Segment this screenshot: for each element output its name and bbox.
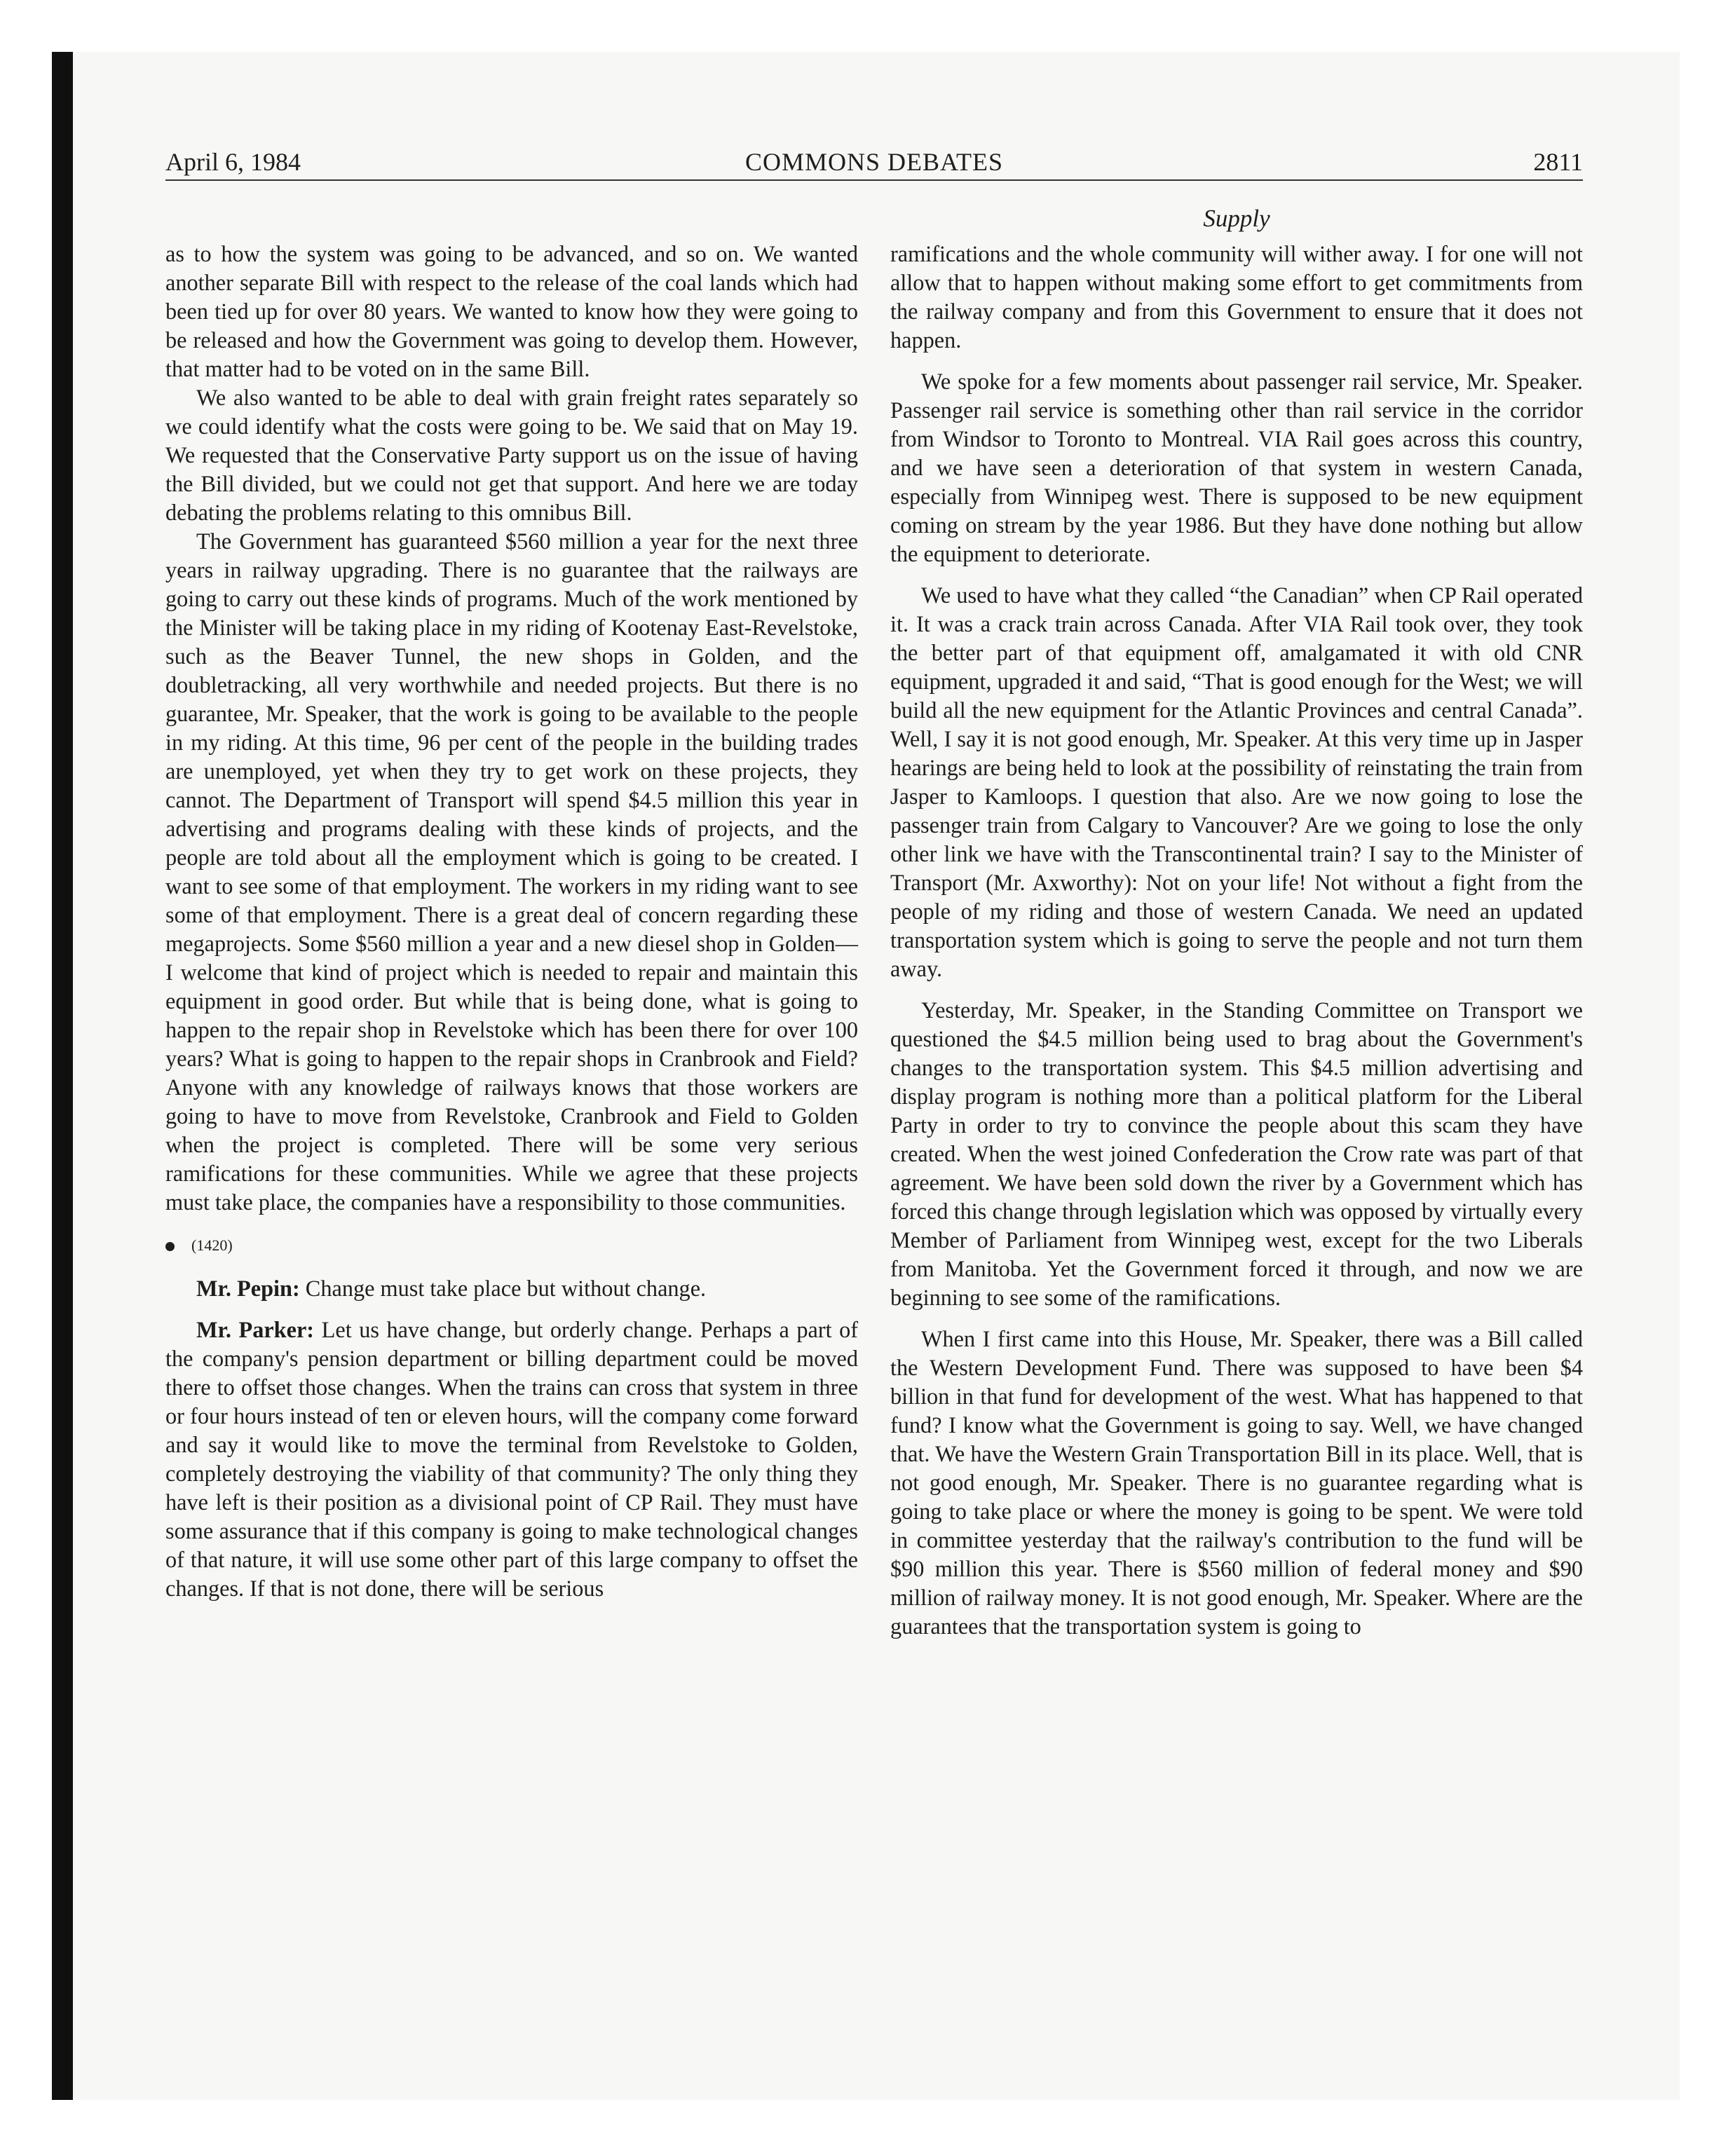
right-column bbox=[890, 240, 1583, 1641]
paragraph: We spoke for a few moments about passenger rail service, Mr. Speaker. Passenger rail service is something other than rail service in the corridor from Windsor to Toronto to Montreal. VIA Rail goes across this country, and we have seen a deterioration of that system in western Canada, especially from Winnipeg west. There is supposed to be new equipment coming on stream by the year 1986. But they have done nothing but allow the equipment to deteriorate. bbox=[890, 369, 1583, 566]
paragraph: ramifications and the whole community will wither away. I for one will not allow that to happen without making some effort to get commitments from the railway company and from this Government to ensure that it does not happen. bbox=[890, 241, 1583, 353]
header-rule bbox=[165, 179, 1583, 181]
paragraph: Yesterday, Mr. Speaker, in the Standing Committee on Transport we questioned the $4.5 million being used to brag about the Government's changes to the transportation system. This $4.5 million advertising and display program is nothing more than a political platform for the Liberal Party in order to try to convince the people about this scam they have created. When the west joined Confederation the Crow rate was part of that agreement. We have been sold down the river by a Government which has forced this change through legislation which was opposed by virtually every Member of Parliament from Winnipeg west, except for the two Liberals from Manitoba. Yet the Government forced it through, and now we are beginning to see some of the ramifications. bbox=[890, 997, 1583, 1310]
header-date: April 6, 1984 bbox=[165, 148, 301, 176]
paragraph: When I first came into this House, Mr. Speaker, there was a Bill called the Western Development Fund. There was supposed to have been $4 billion in that fund for development of the west. What has happened to that fund? I know what the Government is going to say. Well, we have changed that. We have the Western Grain Transportation Bill in its place. Well, that is not good enough, Mr. Speaker. There is no guarantee regarding what is going to take place or where the money is going to be spent. We were told in committee yesterday that the railway's contribution to the fund will be $90 million this year. There is $560 million of federal money and $90 million of railway money. It is not good enough, Mr. Speaker. Where are the guarantees that the transportation system is going to bbox=[890, 1326, 1583, 1639]
paragraph: We used to have what they called “the Canadian” when CP Rail operated it. It was a crack train across Canada. After VIA Rail took over, they took the better part of that equipment off, amalgamated it with old CNR equipment, upgraded it and said, “That is good enough for the West; we will build all the new equipment for the Atlantic Provinces and central Canada”. Well, I say it is not good enough, Mr. Speaker. At this very time up in Jasper hearings are being held to look at the possibility of reinstating the train from Jasper to Kamloops. I question that also. Are we now going to lose the passenger train from Calgary to Vancouver? Are we going to lose the only other link we have with the Transcontinental train? I say to the Minister of Transport (Mr. Axworthy): Not on your life! Not without a fight from the people of my riding and those of western Canada. We need an updated transportation system which is going to serve the people and not turn them away. bbox=[890, 582, 1583, 981]
paragraph: The Government has guaranteed $560 million a year for the next three years in railway upgrading. There is no guarantee that the railways are going to carry out these kinds of programs. Much of the work mentioned by the Minister will be taking place in my riding of Kootenay East-Revelstoke, such as the Beaver Tunnel, the new shops in Golden, and the doubletracking, all very worthwhile and needed projects. But there is no guarantee, Mr. Speaker, that the work is going to be available to the people in my riding. At this time, 96 per cent of the people in the building trades are unemployed, yet when they try to get work on these projects, they cannot. The Department of Transport will spend $4.5 million this year in advertising and programs dealing with these kinds of projects, and the people are told about all the employment which is going to be created. I want to see some of that employment. The workers in my riding want to see some of that employment. There is a great deal of concern regarding these megaprojects. Some $560 million a year and a new diesel shop in Golden—I welcome that kind of project which is needed to repair and maintain this equipment in good order. But while that is being done, what is going to happen to the repair shop in Revelstoke which has been there for over 100 years? What is going to happen to the repair shops in Cranbrook and Field? Anyone with any knowledge of railways knows that those workers are going to have to move from Revelstoke, Cranbrook and Field to Golden when the project is completed. There will be some very serious ramifications for these communities. While we agree that these projects must take place, the companies have a responsibility to those communities. bbox=[165, 528, 858, 1215]
speech-text: Let us have change, but orderly change. Perhaps a part of the company's pension department or billing department could be moved there to offset those changes. When the trains can cross that system in three or four hours instead of ten or eleven hours, will the company come forward and say it would like to move the terminal from Revelstoke to Golden, completely destroying the viability of that community? The only thing they have left is their position as a divisional point of CP Rail. They must have some assurance that if this company is going to make technological changes of that nature, it will use some other part of this large company to offset the changes. If that is not done, there will be serious bbox=[165, 1317, 859, 1601]
bullet-icon bbox=[165, 1242, 175, 1251]
speaker-name: Mr. Pepin: bbox=[196, 1276, 300, 1301]
running-header bbox=[165, 146, 1583, 182]
paragraph: We also wanted to be able to deal with grain freight rates separately so we could identify what the costs were going to be. We said that on May 19. We requested that the Conservative Party support us on the issue of having the Bill divided, but we could not get that support. And here we are today debating the problems relating to this omnibus Bill. bbox=[165, 385, 858, 525]
page-number: 2811 bbox=[1533, 148, 1583, 176]
scan-edge-strip bbox=[52, 52, 73, 2100]
speaker-name: Mr. Parker: bbox=[196, 1317, 315, 1342]
header-title: COMMONS DEBATES bbox=[744, 148, 1004, 176]
time-marker-text: (1420) bbox=[191, 1236, 233, 1254]
paragraph: as to how the system was going to be advanced, and so on. We wanted another separate Bill with respect to the release of the coal lands which had been tied up for over 80 years. We wanted to know how they were going to be released and how the Government was going to develop them. However, that matter had to be voted on in the same Bill. bbox=[165, 241, 858, 381]
left-column bbox=[165, 240, 858, 1603]
speech-parker bbox=[165, 1316, 858, 1603]
section-heading: Supply bbox=[1203, 205, 1270, 232]
speech-text: Change must take place but without change. bbox=[305, 1276, 707, 1301]
time-marker bbox=[165, 1235, 858, 1256]
speech-pepin bbox=[165, 1274, 858, 1303]
